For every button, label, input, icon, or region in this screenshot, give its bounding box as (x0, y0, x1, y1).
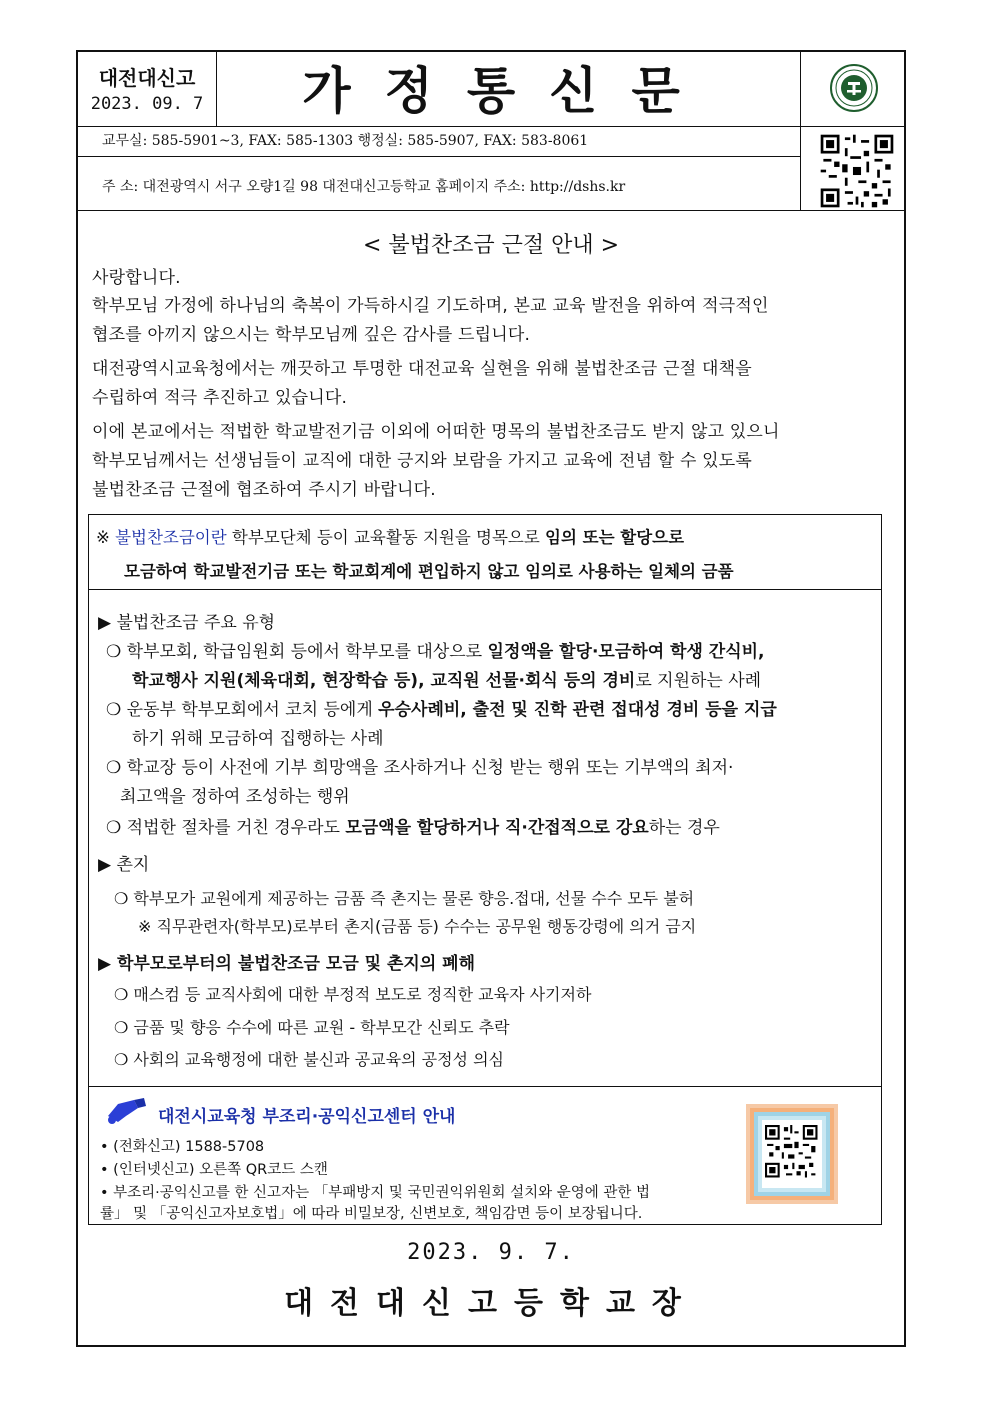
homepage-qr-icon[interactable] (818, 132, 896, 210)
item-emphasis: 학교행사 지원(체육대회, 현장학습 등), 교직원 선물·회식 등의 경비 (132, 671, 636, 691)
harm-item: ❍ 매스컴 등 교직사회에 대한 부정적 보도로 정직한 교육자 사기저하 (114, 985, 592, 1004)
item-text: ❍ 운동부 학부모회에서 코치 등에게 (106, 700, 379, 720)
footer-date: 2023. 9. 7. (407, 1240, 575, 1265)
item-text: ❍ 적법한 절차를 거친 경우라도 (106, 818, 346, 838)
principal-signature: 대전대신고등학교장 (284, 1286, 698, 1321)
type-item-2-line-2: 하기 위해 모금하여 집행하는 사례 (132, 729, 384, 749)
definition-line-1 (96, 524, 684, 548)
school-address: 주 소: 대전광역시 서구 오량1길 98 대전대신고등학교 홈페이지 주소: http://dshs.kr (102, 179, 626, 195)
paragraph-line: 협조를 아끼지 않으시는 학부모님께 깊은 감사를 드립니다. (92, 325, 531, 345)
report-internet: • (인터넷신고) 오른쪽 QR코드 스캔 (100, 1162, 328, 1178)
type-item-3-line-2: 최고액을 정하여 조성하는 행위 (120, 787, 350, 807)
paragraph-line: 학부모님 가정에 하나님의 축복이 가득하시길 기도하며, 본교 교육 발전을 위하여 적극적인 (92, 296, 769, 316)
definition-emphasis: 임의 또는 할당으로 (545, 528, 685, 547)
report-protection: • 부조리·공익신고를 한 신고자는 「부패방지 및 국민권익위원회 설치와 운영에 관한 법 (100, 1185, 650, 1201)
report-phone: • (전화신고) 1588-5708 (100, 1139, 265, 1155)
page-title: 가정통신문 (302, 62, 714, 120)
header-date: 2023. 09. 7 (90, 94, 204, 114)
header-left (78, 52, 217, 126)
school-emblem-icon (829, 60, 879, 118)
harm-item: ❍ 사회의 교육행정에 대한 불신과 공교육의 공정성 의심 (114, 1050, 504, 1069)
report-title: 대전시교육청 부조리·공익신고센터 안내 (158, 1107, 456, 1127)
bribe-note: ※ 직무관련자(학부모)로부터 촌지(금품 등) 수수는 공무원 행동강령에 의거 금지 (138, 917, 697, 936)
paragraph-line: 불법찬조금 근절에 협조하여 주시기 바랍니다. (92, 480, 436, 500)
notice-title: < 불법찬조금 근절 안내 > (362, 233, 620, 258)
item-text: 로 지원하는 사례 (635, 671, 762, 691)
paragraph-line: 사랑합니다. (92, 268, 181, 288)
type-item-1-line-2 (132, 666, 761, 691)
item-emphasis: 모금액을 할당하거나 직·간접적으로 강요 (345, 818, 649, 838)
definition-line-2: 모금하여 학교발전기금 또는 학교회계에 편입하지 않고 임의로 사용하는 일체의 금품 (124, 562, 734, 581)
harm-item: ❍ 금품 및 향응 수수에 따른 교원 - 학부모간 신뢰도 추락 (114, 1018, 510, 1037)
reference-mark: ※ (96, 528, 116, 547)
paragraph-line: 수립하여 적극 추진하고 있습니다. (92, 388, 348, 408)
paragraph-line: 대전광역시교육청에서는 깨끗하고 투명한 대전교육 실현을 위해 불법찬조금 근절 대책을 (92, 359, 752, 379)
type-item-4 (106, 813, 720, 838)
types-heading: ▶ 불법찬조금 주요 유형 (98, 613, 276, 633)
harm-heading: ▶ 학부모로부터의 불법찬조금 모금 및 촌지의 폐해 (98, 954, 476, 974)
paragraph-line: 이에 본교에서는 적법한 학교발전기금 이외에 어떠한 명목의 불법찬조금도 받지 않고 있으니 (92, 422, 780, 442)
megaphone-icon (104, 1096, 148, 1126)
header-right (800, 52, 905, 126)
type-item-1-line-1 (106, 637, 765, 662)
item-emphasis: 일정액을 할당·모금하여 학생 간식비, (487, 642, 765, 662)
paragraph-line: 학부모님께서는 선생님들이 교직에 대한 긍지와 보람을 가지고 교육에 전념 할 수 있도록 (92, 451, 753, 471)
definition-term: 불법찬조금이란 (115, 528, 227, 547)
bribe-heading: ▶ 촌지 (98, 855, 150, 875)
document-frame (76, 50, 906, 1347)
divider (78, 156, 800, 157)
type-item-2-line-1 (106, 695, 777, 720)
bribe-item: ❍ 학부모가 교원에게 제공하는 금품 즉 촌지는 물론 향응.접대, 선물 수수 모두 불허 (114, 889, 695, 908)
header (78, 52, 904, 127)
divider (78, 210, 904, 211)
definition-text: 학부모단체 등이 교육활동 지원을 명목으로 (226, 528, 546, 547)
item-text: 하는 경우 (648, 818, 720, 838)
report-qr-icon[interactable] (746, 1104, 838, 1204)
item-text: ❍ 학부모회, 학급임원회 등에서 학부모를 대상으로 (106, 642, 488, 662)
type-item-3-line-1: ❍ 학교장 등이 사전에 기부 희망액을 조사하거나 신청 받는 행위 또는 기부액의 최저· (106, 758, 734, 778)
contact-phones: 교무실: 585-5901~3, FAX: 585-1303 행정실: 585-5907, FAX: 583-8061 (102, 133, 589, 149)
report-protection-cont: 률」 및 「공익신고자보호법」에 따라 비밀보장, 신변보호, 책임감면 등이 보장됩니다. (100, 1206, 643, 1222)
item-emphasis: 우승사례비, 출전 및 진학 관련 접대성 경비 등을 지급 (378, 700, 777, 720)
school-short-name: 대전대신고 (98, 66, 196, 90)
